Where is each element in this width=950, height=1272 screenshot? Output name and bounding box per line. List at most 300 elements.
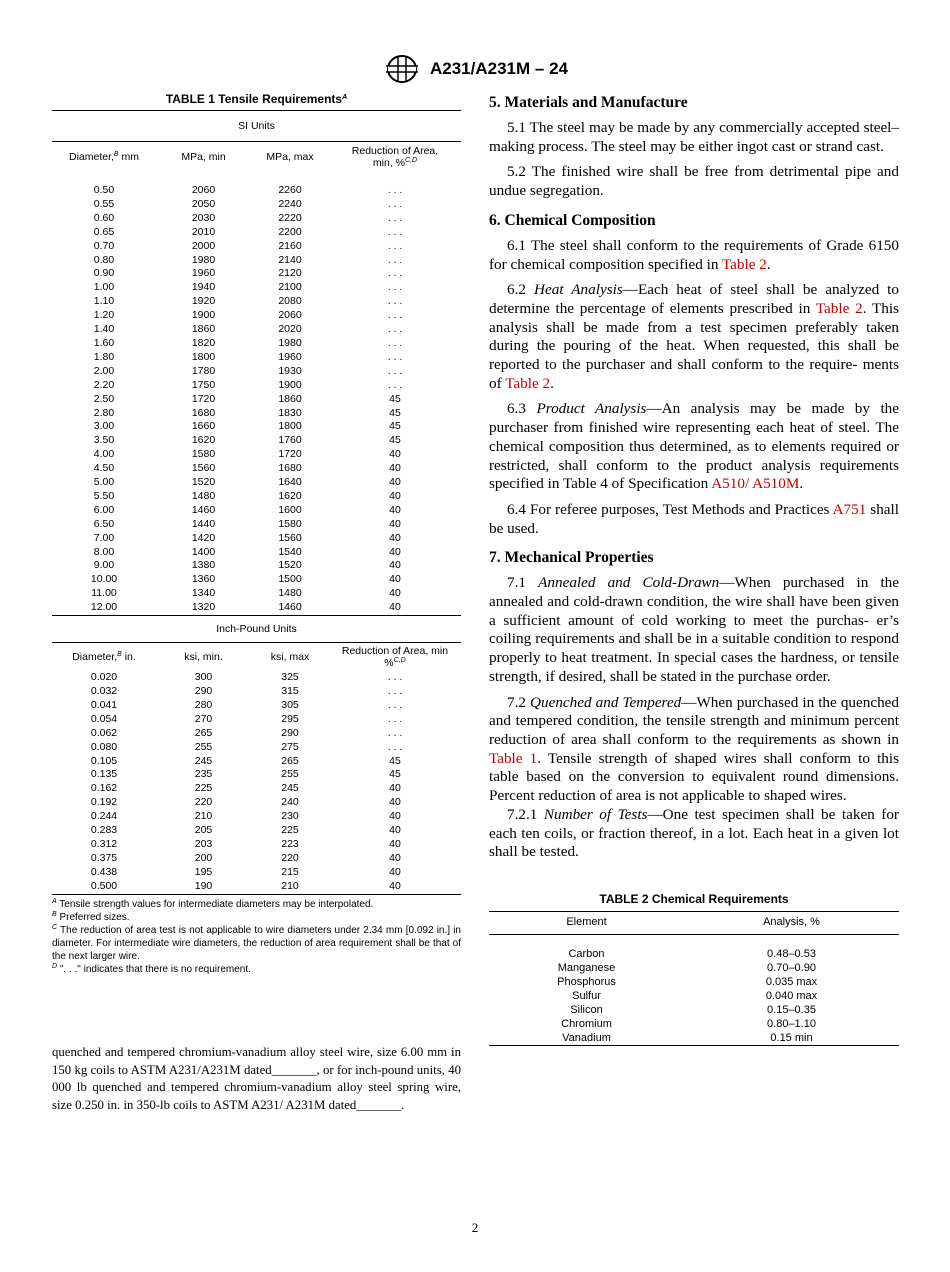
table-cell: 2.80 bbox=[93, 406, 115, 419]
table-row bbox=[52, 880, 461, 894]
table-cell: 220 bbox=[194, 796, 213, 809]
table-row bbox=[52, 420, 461, 434]
table-cell: 230 bbox=[281, 810, 299, 823]
table-cell: 265 bbox=[194, 726, 213, 739]
table-cell: 2240 bbox=[278, 197, 302, 210]
table-cell: 190 bbox=[194, 879, 213, 892]
table2-title: TABLE 2 Chemical Requirements bbox=[599, 891, 789, 906]
table-cell: . . . bbox=[387, 336, 403, 349]
table-cell: 3.50 bbox=[93, 434, 115, 447]
table-row bbox=[52, 365, 461, 379]
column-header-min: MPa, min bbox=[181, 151, 226, 163]
table1-title: TABLE 1 Tensile Requirements$^A$ bbox=[165, 92, 348, 106]
table-cell: 40 bbox=[389, 559, 401, 572]
table-cell: 1900 bbox=[191, 309, 216, 322]
inch-pound-table bbox=[52, 643, 461, 894]
table-cell: 203 bbox=[194, 837, 213, 850]
table-cell: 1580 bbox=[278, 517, 302, 530]
table-cell: 223 bbox=[281, 837, 299, 850]
section-7 bbox=[489, 548, 899, 862]
table-row bbox=[52, 379, 461, 393]
table-cell: 290 bbox=[281, 726, 299, 739]
table-cell: 40 bbox=[389, 573, 401, 586]
table-cell: 0.080 bbox=[90, 740, 118, 753]
table-cell: . . . bbox=[387, 309, 403, 322]
table-cell: 2080 bbox=[278, 295, 302, 308]
table-cell: 40 bbox=[389, 517, 401, 530]
table-cell: 40 bbox=[389, 462, 401, 475]
table-cell: 1340 bbox=[191, 587, 216, 600]
table-cell: 220 bbox=[281, 851, 299, 864]
table-cell: 40 bbox=[389, 476, 401, 489]
table-cell: 200 bbox=[194, 851, 213, 864]
table-cell: 0.054 bbox=[90, 712, 118, 725]
table-row bbox=[52, 559, 461, 573]
table-row bbox=[52, 601, 461, 615]
table-cell: 0.192 bbox=[90, 796, 118, 809]
table-cell: 40 bbox=[389, 448, 401, 461]
table-cell: . . . bbox=[387, 726, 403, 739]
table-row bbox=[52, 434, 461, 448]
table-rule bbox=[52, 894, 461, 895]
table-cell: . . . bbox=[387, 253, 403, 266]
table-cell: 40 bbox=[389, 545, 401, 558]
table-cell: . . . bbox=[387, 364, 403, 377]
table-cell: 6.50 bbox=[93, 517, 115, 530]
table-cell: . . . bbox=[387, 197, 403, 210]
table-cell: 1680 bbox=[278, 462, 302, 475]
table-cell: 225 bbox=[281, 824, 299, 837]
table-cell: 1800 bbox=[191, 350, 216, 363]
table-cell: 270 bbox=[194, 712, 213, 725]
table-cell: 5.00 bbox=[93, 476, 115, 489]
table-cell: 45 bbox=[389, 406, 401, 419]
column-header-reduction: Reduction of Area, min, %$^{C,D}$ bbox=[351, 145, 439, 169]
chemical-requirements-table bbox=[489, 912, 899, 1045]
table-cell: 2140 bbox=[278, 253, 302, 266]
table-cell: 8.00 bbox=[93, 545, 115, 558]
table-row bbox=[52, 198, 461, 212]
table-cell: 7.00 bbox=[93, 531, 115, 544]
table-cell: 45 bbox=[389, 392, 401, 405]
table-row bbox=[52, 685, 461, 699]
page-number: 2 bbox=[471, 1220, 479, 1235]
table-cell: 280 bbox=[194, 698, 213, 711]
table-cell: 0.035 max bbox=[765, 975, 818, 988]
column-header-reduction: Reduction of Area, min %$^{C,D}$ bbox=[341, 645, 449, 670]
table-cell: 0.162 bbox=[90, 782, 118, 795]
table-cell: 1420 bbox=[191, 531, 216, 544]
table-cell: 1360 bbox=[191, 573, 216, 586]
column-header-diameter: Diameter,$^B$ in. bbox=[72, 651, 136, 664]
table-cell: . . . bbox=[387, 671, 403, 684]
table-cell: 195 bbox=[194, 865, 213, 878]
table-cell: 40 bbox=[389, 796, 401, 809]
table-cell: 0.244 bbox=[90, 810, 118, 823]
paragraph-7-1: 7.1 Annealed and Cold-Drawn—When purchased in the annealed and cold-drawn condition, the wire shall have been given a sufficient amount of cold working to meet the purchas- er’s coiling requirements and shall be in a suitable condition to respond properly to heat treatment. In special cases the hardness, or tensile strength, if desired, shall be stated in the purchase order. bbox=[489, 574, 899, 685]
table-cell: . . . bbox=[387, 378, 403, 391]
table-cell: 1560 bbox=[191, 462, 216, 475]
table-cell: 12.00 bbox=[90, 601, 118, 614]
table-cell: Manganese bbox=[557, 961, 616, 974]
table-cell: 1320 bbox=[191, 601, 216, 614]
table-cell: 1560 bbox=[278, 531, 302, 544]
table-row bbox=[52, 476, 461, 490]
table-cell: 0.15–0.35 bbox=[767, 1003, 816, 1016]
table-cell: 1680 bbox=[191, 406, 216, 419]
document-designation: A231/A231M – 24 bbox=[430, 59, 568, 78]
table-cell: 1520 bbox=[278, 559, 302, 572]
table-cell: 1760 bbox=[278, 434, 302, 447]
table-cell: . . . bbox=[387, 295, 403, 308]
table-cell: 2200 bbox=[278, 225, 302, 238]
table-cell: 2060 bbox=[191, 184, 216, 196]
table-row bbox=[52, 226, 461, 240]
table-cell: 1800 bbox=[278, 420, 302, 433]
table-cell: 325 bbox=[281, 671, 299, 684]
table-cell: 1980 bbox=[278, 336, 302, 349]
table-cell: 1960 bbox=[278, 350, 302, 363]
si-units-table bbox=[52, 142, 461, 615]
table-cell: 0.032 bbox=[90, 685, 118, 697]
table-cell: 1620 bbox=[191, 434, 216, 447]
table-cell: 6.00 bbox=[93, 503, 115, 516]
column-header-min: ksi, min. bbox=[184, 651, 223, 664]
table-cell: 40 bbox=[389, 837, 401, 850]
table-cell: Sulfur bbox=[572, 989, 601, 1002]
table-cell: 0.50 bbox=[93, 184, 115, 196]
column-header-max: ksi, max bbox=[270, 651, 310, 664]
table-row bbox=[52, 852, 461, 866]
table-row bbox=[489, 961, 899, 975]
a751-link[interactable]: A751 bbox=[832, 500, 867, 518]
table-cell: . . . bbox=[387, 184, 403, 196]
table2-body bbox=[489, 934, 899, 1045]
table-cell: 1940 bbox=[191, 281, 216, 294]
table-row bbox=[52, 337, 461, 351]
table-row bbox=[52, 240, 461, 254]
table-row bbox=[52, 212, 461, 226]
table-cell: 255 bbox=[194, 740, 213, 753]
table-cell: Chromium bbox=[561, 1017, 612, 1030]
table-cell: 1460 bbox=[278, 601, 302, 614]
table-cell: 265 bbox=[281, 754, 299, 767]
a510-link[interactable]: A510/ A510M bbox=[711, 475, 800, 493]
table-cell: 5.50 bbox=[93, 489, 115, 502]
table-cell: 11.00 bbox=[91, 587, 117, 600]
table-cell: 0.70 bbox=[93, 239, 115, 252]
table1-footnotes bbox=[52, 898, 461, 976]
table-cell: 0.65 bbox=[93, 225, 115, 238]
table-cell: 40 bbox=[389, 865, 401, 878]
table-cell: 2000 bbox=[191, 239, 216, 252]
table-cell: 2160 bbox=[278, 239, 302, 252]
table-cell: 2.20 bbox=[93, 378, 115, 391]
table-cell: 2260 bbox=[278, 184, 302, 196]
table-row bbox=[52, 448, 461, 462]
table-row bbox=[52, 518, 461, 532]
table-cell: 1.60 bbox=[93, 336, 115, 349]
table-row bbox=[52, 351, 461, 365]
table-cell: 40 bbox=[389, 824, 401, 837]
table-cell: . . . bbox=[387, 225, 403, 238]
table-row bbox=[52, 796, 461, 810]
table-row bbox=[52, 824, 461, 838]
paragraph-6-4: 6.4 For referee purposes, Test Methods and Practices A751 shall be used. bbox=[489, 500, 899, 537]
table-row bbox=[52, 281, 461, 295]
table-row bbox=[52, 699, 461, 713]
table-cell: Vanadium bbox=[562, 1031, 611, 1044]
table-cell: . . . bbox=[387, 712, 403, 725]
table-cell: Silicon bbox=[570, 1003, 603, 1016]
table-row bbox=[52, 587, 461, 601]
table-cell: 1930 bbox=[278, 364, 302, 377]
table-cell: 1.40 bbox=[93, 323, 115, 336]
table-cell: 315 bbox=[281, 685, 299, 697]
table-row bbox=[52, 267, 461, 281]
table-cell: 210 bbox=[281, 879, 299, 892]
table2-link[interactable]: Table 2 bbox=[721, 255, 767, 273]
table-cell: 1480 bbox=[191, 489, 216, 502]
footnote: $^C$ The reduction of area test is not applicable to wire diameters under 2.34 mm [0.092 in.] in diameter. For intermediate wire diameters, the reduction of area requirement shall be that of the next larger wire. bbox=[52, 923, 461, 962]
table-cell: 1460 bbox=[191, 503, 216, 516]
table-cell: 9.00 bbox=[93, 559, 115, 572]
table-cell: 1860 bbox=[191, 323, 216, 336]
table-row bbox=[52, 462, 461, 476]
table-row bbox=[489, 1003, 899, 1017]
table-cell: 2.50 bbox=[93, 392, 115, 405]
table-cell: 0.500 bbox=[90, 879, 118, 892]
table-cell: . . . bbox=[387, 323, 403, 336]
table-cell: 0.80 bbox=[93, 253, 115, 266]
table-cell: 0.48–0.53 bbox=[767, 947, 816, 960]
table-cell: 1.00 bbox=[93, 281, 115, 294]
table-cell: 0.020 bbox=[90, 671, 118, 684]
table-cell: . . . bbox=[387, 267, 403, 280]
table-cell: 1900 bbox=[278, 378, 302, 391]
table-cell: 2100 bbox=[278, 281, 302, 294]
footnote: $^B$ Preferred sizes. bbox=[52, 910, 130, 923]
table-cell: 1520 bbox=[191, 476, 216, 489]
table-row bbox=[489, 975, 899, 989]
table-row bbox=[52, 671, 461, 685]
table-cell: . . . bbox=[387, 239, 403, 252]
table-cell: 1580 bbox=[191, 448, 216, 461]
table-cell: 1380 bbox=[191, 559, 216, 572]
table-cell: 0.375 bbox=[90, 851, 118, 864]
table-cell: . . . bbox=[387, 211, 403, 224]
table-cell: 205 bbox=[194, 824, 213, 837]
paragraph-6-2: 6.2 Heat Analysis—Each heat of steel shall be analyzed to determine the percentage of elements prescribed in Table 2. This analysis shall be made from a test specimen preferably taken during the pouring of the heat. When requested, this shall be reported to the purchaser and shall conform to the require- ments of Table 2. bbox=[489, 281, 899, 392]
table-cell: 2220 bbox=[278, 211, 302, 224]
table-cell: 0.312 bbox=[90, 837, 118, 850]
table-row bbox=[52, 727, 461, 741]
table-cell: 255 bbox=[281, 768, 299, 781]
table-cell: 300 bbox=[194, 671, 213, 684]
table-cell: 215 bbox=[281, 865, 299, 878]
table-row bbox=[52, 407, 461, 421]
table-cell: 2060 bbox=[278, 309, 302, 322]
table2-link[interactable]: Table 2 bbox=[815, 299, 863, 317]
right-column bbox=[489, 93, 899, 1046]
inch-pound-table-body bbox=[52, 671, 461, 894]
astm-logo-icon bbox=[382, 54, 422, 84]
table-cell: 1920 bbox=[191, 295, 216, 308]
table-cell: 1960 bbox=[191, 267, 216, 280]
table-cell: 245 bbox=[281, 782, 299, 795]
table-cell: 3.00 bbox=[93, 420, 115, 433]
section-5 bbox=[489, 93, 899, 201]
table-cell: 1640 bbox=[278, 476, 302, 489]
column-header-analysis: Analysis, % bbox=[763, 915, 820, 928]
table-row bbox=[52, 254, 461, 268]
table-row bbox=[52, 504, 461, 518]
table-cell: 235 bbox=[194, 768, 213, 781]
table2-link[interactable]: Table 2 bbox=[505, 374, 551, 392]
table-cell: Carbon bbox=[568, 947, 605, 960]
table-cell: 0.135 bbox=[90, 768, 118, 781]
table-row bbox=[489, 934, 899, 961]
paragraph-6-3: 6.3 Product Analysis—An analysis may be made by the purchaser from finished wire representing each heat of steel. The chemical composition thus determined, as to elements required or restricted, shall conform to the product analysis requirements specified in Table 4 of Specification A510/ A510M. bbox=[489, 400, 900, 493]
table-cell: 40 bbox=[389, 503, 401, 516]
table-row bbox=[52, 393, 461, 407]
table-cell: 305 bbox=[281, 698, 299, 711]
section-heading: 7. Mechanical Properties bbox=[489, 549, 654, 567]
table-cell: 0.062 bbox=[90, 726, 118, 739]
table-cell: 2120 bbox=[278, 267, 302, 280]
table-cell: 45 bbox=[389, 768, 401, 781]
table-cell: 1440 bbox=[191, 517, 216, 530]
paragraph-7-2-1: 7.2.1 Number of Tests—One test specimen shall be taken for each ten coils, or fraction thereof, in a lot. Each heat in a given lot shall be tested. bbox=[489, 805, 899, 861]
table-cell: 0.041 bbox=[90, 698, 118, 711]
table-cell: 2010 bbox=[191, 225, 216, 238]
table-cell: 1500 bbox=[278, 573, 302, 586]
table-cell: 1660 bbox=[191, 420, 216, 433]
table-cell: Phosphorus bbox=[557, 975, 616, 988]
table-cell: 2.00 bbox=[93, 364, 115, 377]
table-cell: 1620 bbox=[278, 489, 302, 502]
table-row bbox=[489, 1017, 899, 1031]
table-cell: 40 bbox=[389, 601, 401, 614]
section-heading: 6. Chemical Composition bbox=[489, 211, 656, 229]
table-cell: 210 bbox=[194, 810, 213, 823]
table-row bbox=[52, 741, 461, 755]
table-cell: . . . bbox=[387, 685, 403, 697]
paragraph-5-1: 5.1 The steel may be made by any commercially accepted steel–making process. The steel may be either ingot cast or strand cast. bbox=[489, 119, 899, 155]
table-cell: 40 bbox=[389, 851, 401, 864]
table-row bbox=[52, 810, 461, 824]
table-cell: 0.90 bbox=[93, 267, 115, 280]
table-row bbox=[52, 323, 461, 337]
table-row bbox=[52, 546, 461, 560]
ordering-example-text: quenched and tempered chromium-vanadium alloy steel wire, size 6.00 mm in 150 kg coils to ASTM A231/A231M dated_______, or for inch-pound units, 40 000 lb quenched and tempered chromium-vanadium alloy steel spring wire, size 0.250 in. in 350-lb coils to ASTM A231/ A231M dated_______. bbox=[52, 1045, 461, 1112]
table-row bbox=[52, 172, 461, 198]
table-row bbox=[52, 490, 461, 504]
table-row bbox=[52, 768, 461, 782]
table-cell: . . . bbox=[387, 698, 403, 711]
table-row bbox=[52, 782, 461, 796]
table-cell: 40 bbox=[389, 879, 401, 892]
column-header-diameter: Diameter,$^B$ mm bbox=[68, 151, 140, 163]
table-row bbox=[52, 713, 461, 727]
table-row bbox=[52, 532, 461, 546]
table-cell: 275 bbox=[281, 740, 299, 753]
table-cell: 1820 bbox=[191, 336, 216, 349]
table-row bbox=[52, 309, 461, 323]
table-cell: 0.438 bbox=[90, 865, 118, 878]
table-cell: . . . bbox=[387, 740, 403, 753]
table-row bbox=[489, 1031, 899, 1045]
table-row bbox=[52, 838, 461, 852]
table-cell: 1860 bbox=[278, 392, 302, 405]
table-cell: 1.10 bbox=[93, 295, 115, 308]
table-cell: 0.60 bbox=[93, 211, 115, 224]
table-cell: 240 bbox=[281, 796, 299, 809]
table-cell: 40 bbox=[389, 782, 401, 795]
paragraph-6-1: 6.1 The steel shall conform to the requirements of Grade 6150 for chemical composition specified in Table 2. bbox=[489, 236, 899, 273]
table-cell: . . . bbox=[387, 350, 403, 363]
column-header-element: Element bbox=[566, 915, 607, 928]
section-heading: 5. Materials and Manufacture bbox=[489, 94, 688, 111]
table-cell: 0.15 min bbox=[770, 1031, 813, 1044]
table-cell: 0.80–1.10 bbox=[767, 1017, 816, 1030]
table-row bbox=[52, 573, 461, 587]
table-row bbox=[52, 755, 461, 769]
si-units-heading: SI Units bbox=[238, 120, 275, 132]
table-cell: 40 bbox=[389, 531, 401, 544]
table-cell: . . . bbox=[387, 281, 403, 294]
paragraph-5-2: 5.2 The finished wire shall be free from detrimental pipe and undue segregation. bbox=[489, 163, 899, 200]
table-cell: 245 bbox=[194, 754, 213, 767]
table-cell: 40 bbox=[389, 489, 401, 502]
table-cell: 1830 bbox=[278, 406, 302, 419]
table-cell: 0.283 bbox=[90, 824, 118, 837]
table-cell: 40 bbox=[389, 810, 401, 823]
table1-link[interactable]: Table 1 bbox=[489, 749, 538, 767]
table-cell: 290 bbox=[194, 685, 213, 697]
table-cell: 1720 bbox=[278, 448, 302, 461]
si-table-body bbox=[52, 172, 461, 615]
table-cell: 2020 bbox=[278, 323, 302, 336]
table-row bbox=[489, 989, 899, 1003]
table-cell: 1780 bbox=[191, 364, 216, 377]
table-cell: 45 bbox=[389, 434, 401, 447]
inch-pound-units-heading: Inch-Pound Units bbox=[216, 623, 297, 636]
table-cell: 40 bbox=[389, 587, 401, 600]
table-cell: 1.80 bbox=[93, 350, 115, 363]
table-cell: 1600 bbox=[278, 503, 302, 516]
table-row bbox=[52, 866, 461, 880]
table-cell: 1720 bbox=[191, 392, 216, 405]
table-cell: 0.040 max bbox=[765, 989, 818, 1002]
footnote: $^D$ ". . ." indicates that there is no requirement. bbox=[52, 962, 251, 975]
table-cell: 1480 bbox=[278, 587, 302, 600]
table-cell: 295 bbox=[281, 712, 299, 725]
table-cell: 2030 bbox=[191, 211, 216, 224]
table1-block bbox=[52, 92, 461, 976]
table-rule bbox=[489, 1045, 899, 1046]
table-cell: 45 bbox=[389, 754, 401, 767]
paragraph-7-2: 7.2 Quenched and Tempered—When purchased in the quenched and tempered condition, the tensile strength and minimum percent reduction of area shall conform to the requirements as shown in Table 1. Tensile strength of shaped wires shall conform to this table based on the conversion to equivalent round dimensions. Percent reduction of area is not applicable to shaped wires. bbox=[489, 693, 900, 805]
table-cell: 10.00 bbox=[90, 573, 118, 586]
table-cell: 4.00 bbox=[93, 448, 115, 461]
table-cell: 1400 bbox=[191, 545, 216, 558]
table-row bbox=[52, 295, 461, 309]
table-cell: 0.70–0.90 bbox=[767, 961, 816, 974]
table-cell: 225 bbox=[194, 782, 213, 795]
table-cell: 1540 bbox=[278, 545, 302, 558]
table-cell: 0.55 bbox=[93, 197, 115, 210]
